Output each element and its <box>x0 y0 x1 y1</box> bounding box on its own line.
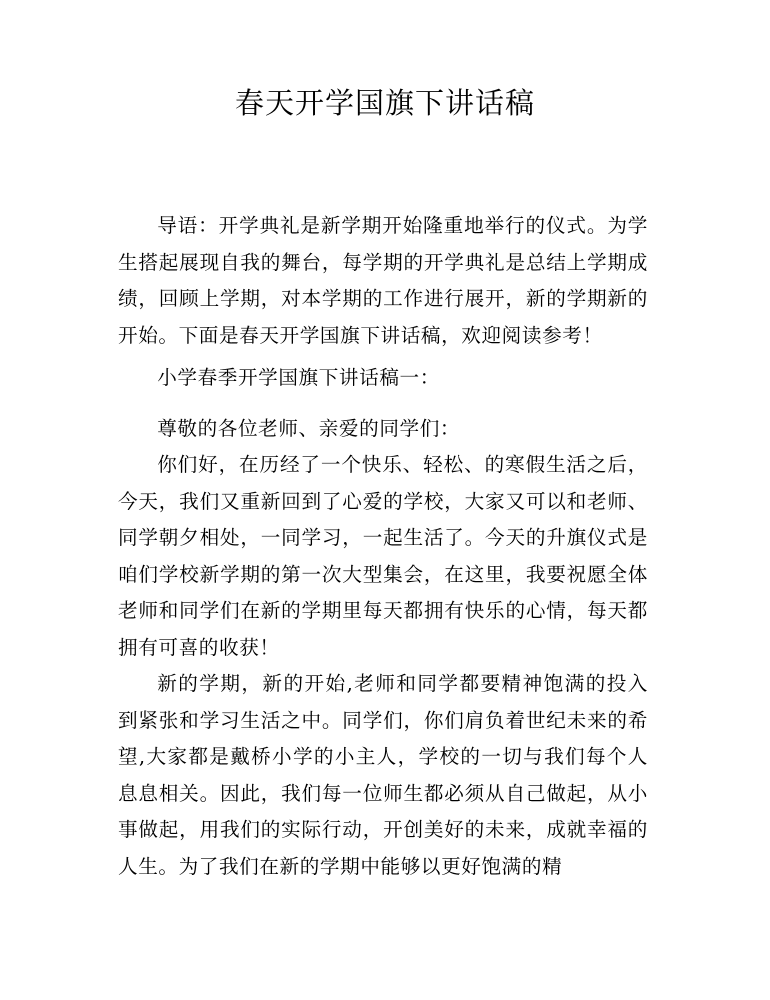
document-title: 春天开学国旗下讲话稿 <box>234 86 535 120</box>
document-body <box>118 208 648 885</box>
salutation-paragraph: 尊敬的各位老师、亲爱的同学们： <box>157 416 461 440</box>
body-paragraph: 你们好，在历经了一个快乐、轻松、的寒假生活之后，今天，我们又重新回到了心爱的学校，大家又可以和老师、同学朝夕相处，一同学习，一起生活了。今天的升旗仪式是咱们学校新学期的第一次大型集会，在这里，我要祝愿全体老师和同学们在新的学期里每天都拥有快乐的心情，每天都拥有可喜的收获！ <box>118 453 648 659</box>
section-heading: 小学春季开学国旗下讲话稿一： <box>157 366 440 389</box>
body-paragraph: 新的学期，新的开始,老师和同学都要精神饱满的投入到紧张和学习生活之中。同学们，你们肩负着世纪未来的希望,大家都是戴桥小学的小主人，学校的一切与我们每个人息息相关。因此，我们每一位师生都必须从自己做起，从小事做起，用我们的实际行动，开创美好的未来，成就幸福的人生。为了我们在新的学期中能够以更好饱满的精 <box>118 672 648 878</box>
intro-paragraph: 导语：开学典礼是新学期开始隆重地举行的仪式。为学生搭起展现自我的舞台，每学期的开学典礼是总结上学期成绩，回顾上学期，对本学期的工作进行展开，新的学期新的开始。下面是春天开学国旗下讲话稿，欢迎阅读参考！ <box>118 214 648 347</box>
